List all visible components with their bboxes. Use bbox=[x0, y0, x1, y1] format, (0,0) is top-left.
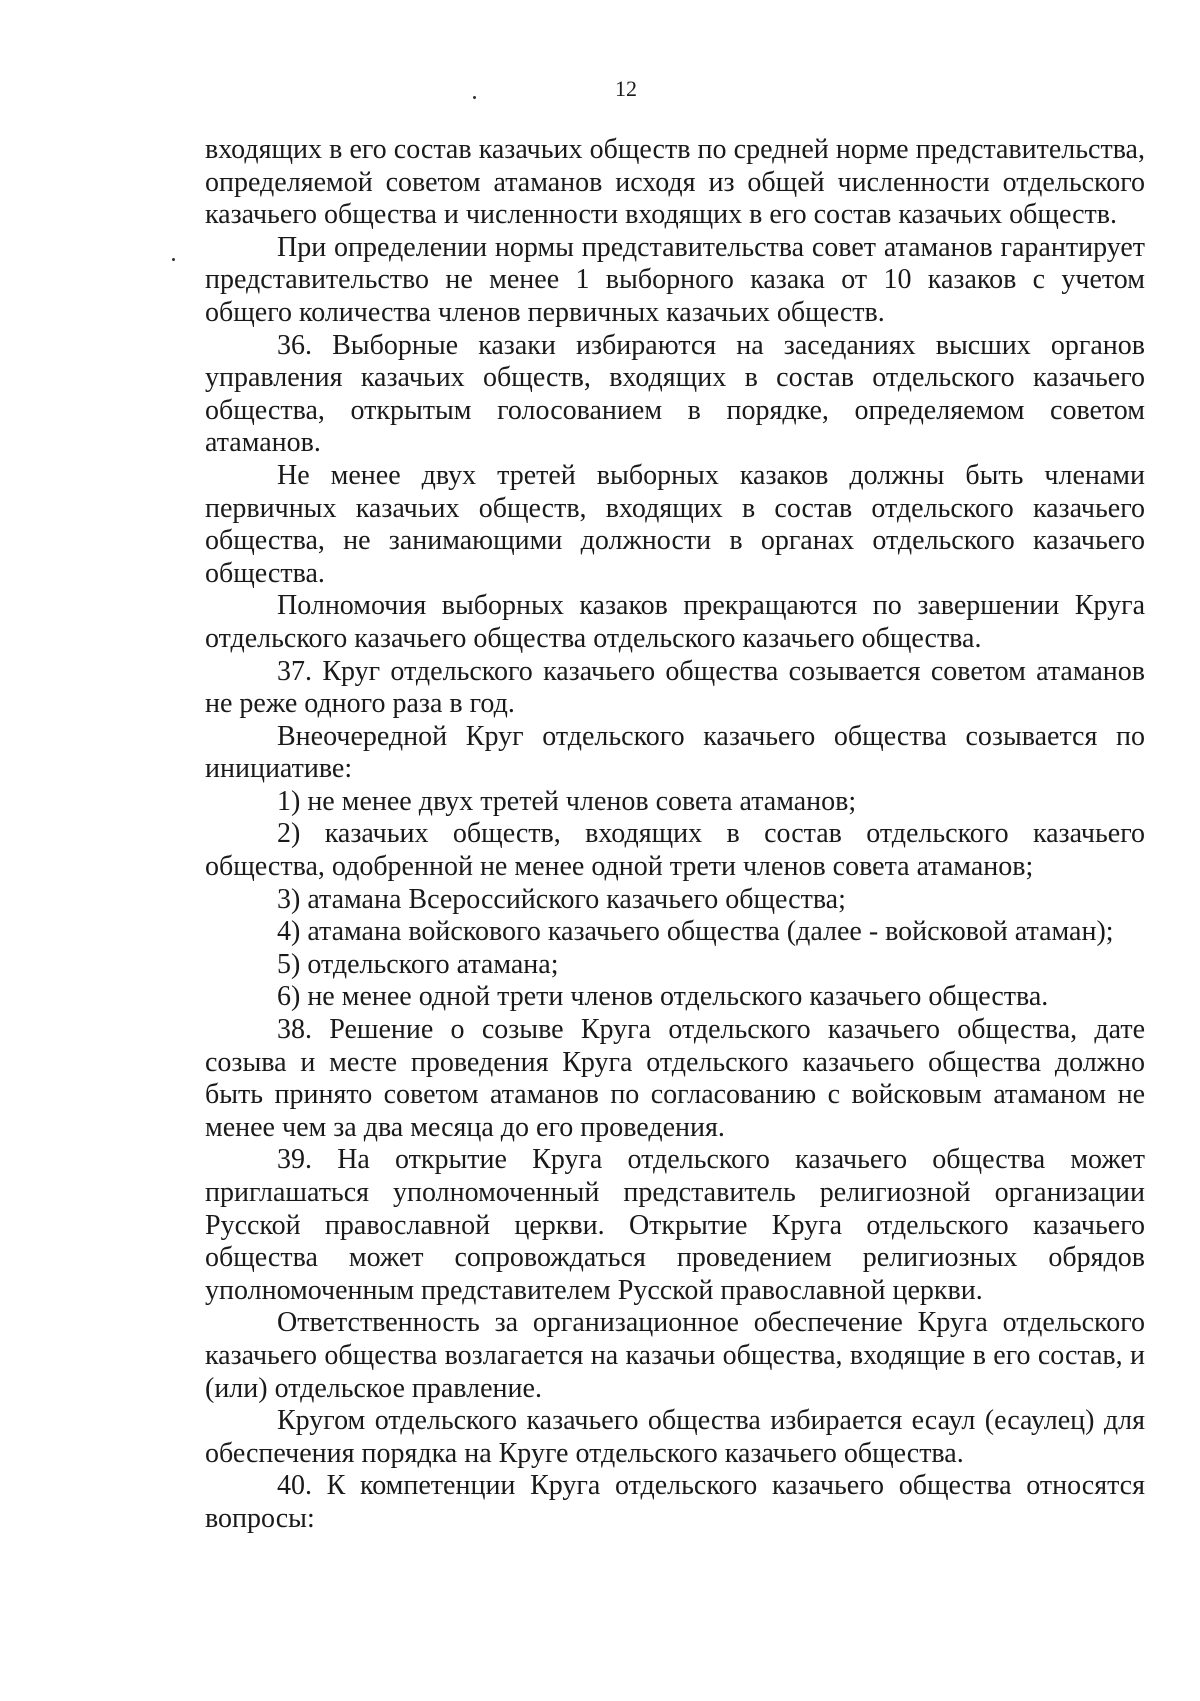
paragraph: входящих в его состав казачьих обществ по средней норме представительства, определяемой советом атаманов исходя из общей численности отдельского казачьего общества и численности входящих в его состав казачьих обществ. bbox=[205, 134, 1145, 231]
document-body bbox=[205, 134, 1145, 1536]
paragraph: 40. К компетенции Круга отдельского казачьего общества относятся вопросы: bbox=[205, 1470, 1145, 1534]
paragraph: Ответственность за организационное обеспечение Круга отдельского казачьего общества возлагается на казачьи общества, входящие в его состав, и (или) отдельское правление. bbox=[205, 1307, 1145, 1404]
paragraph: При определении нормы представительства совет атаманов гарантирует представительство не менее 1 выборного казака от 10 казаков с учетом общего количества членов первичных казачьих обществ. bbox=[205, 231, 1145, 328]
scan-speck bbox=[172, 258, 175, 261]
paragraph: 37. Круг отдельского казачьего общества созывается советом атаманов не реже одного раза в год. bbox=[205, 655, 1145, 720]
paragraph: 38. Решение о созыве Круга отдельского казачьего общества, дате созыва и месте проведения Круга отдельского казачьего общества должно быть принято советом атаманов по согласованию с войсковым атаманом не менее чем за два месяца до его проведения. bbox=[205, 1014, 1145, 1143]
list-item: 5) отдельского атамана; bbox=[277, 948, 559, 980]
paragraph: Кругом отдельского казачьего общества избирается есаул (есаулец) для обеспечения порядка на Круге отдельского казачьего общества. bbox=[205, 1405, 1145, 1469]
list-item: 6) не менее одной трети членов отдельского казачьего общества. bbox=[277, 981, 1049, 1013]
paragraph: Внеочередной Круг отдельского казачьего общества созывается по инициативе: bbox=[205, 720, 1145, 785]
page-number: 12 bbox=[615, 76, 637, 101]
paragraph: 39. На открытие Круга отдельского казачьего общества может приглашаться уполномоченный представитель религиозной организации Русской православной церкви. Открытие Круга отдельского казачьего общества может сопровождаться проведением религиозных обрядов уполномоченным представителем Русской православной церкви. bbox=[205, 1144, 1145, 1306]
list-item: 3) атамана Всероссийского казачьего общества; bbox=[277, 883, 846, 915]
list-item: 4) атамана войскового казачьего общества (далее - войсковой атаман); bbox=[277, 916, 1114, 948]
paragraph: Не менее двух третей выборных казаков должны быть членами первичных казачьих обществ, входящих в состав отдельского казачьего общества, не занимающими должности в органах отдельского казачьего общества. bbox=[205, 459, 1145, 589]
paragraph: Полномочия выборных казаков прекращаются по завершении Круга отдельского казачьего общества отдельского казачьего общества. bbox=[205, 590, 1145, 654]
scan-speck bbox=[473, 96, 476, 99]
paragraph: 36. Выборные казаки избираются на заседаниях высших органов управления казачьих обществ, входящих в состав отдельского казачьего общества, открытым голосованием в порядке, определяемом советом атаманов. bbox=[205, 329, 1145, 459]
list-item: 2) казачьих обществ, входящих в состав отдельского казачьего общества, одобренной не менее одной трети членов совета атаманов; bbox=[205, 818, 1145, 883]
list-item: 1) не менее двух третей членов совета атаманов; bbox=[277, 785, 857, 817]
